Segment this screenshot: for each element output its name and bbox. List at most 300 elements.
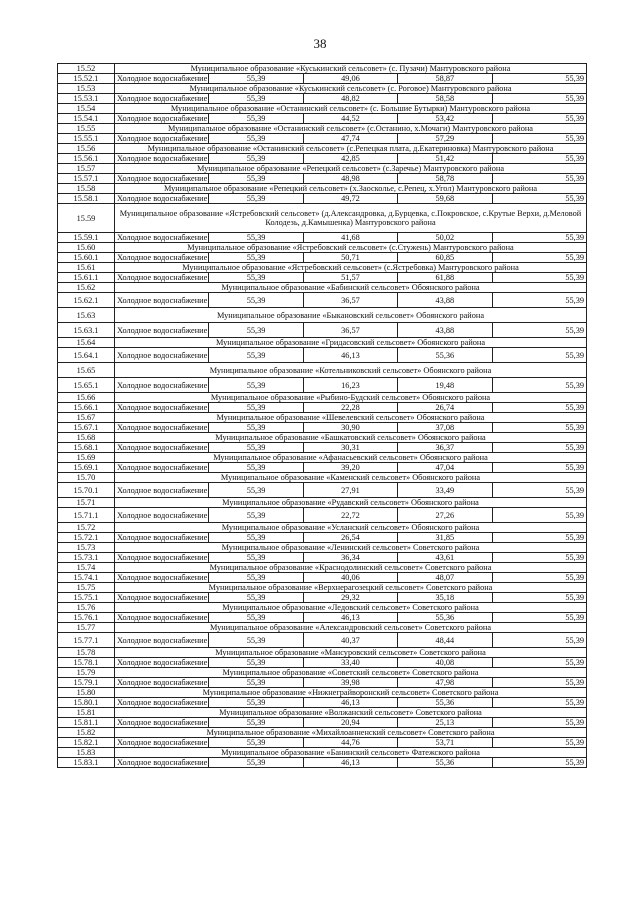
row-code: 15.66: [58, 393, 115, 403]
row-code: 15.83: [58, 748, 115, 758]
value-cell: 55,39: [492, 134, 586, 144]
row-code: 15.61.1: [58, 273, 115, 283]
value-cell: 55,39: [492, 293, 586, 308]
value-cell: 55,39: [209, 758, 303, 768]
service-row: [58, 758, 587, 768]
row-code: 15.67.1: [58, 423, 115, 433]
value-cell: 22,28: [303, 403, 397, 413]
value-cell: 33,49: [398, 483, 492, 498]
municipality-title: Муниципальное образование «Михайлоанненский сельсовет» Советского района: [115, 728, 587, 738]
value-cell: 55,39: [209, 738, 303, 748]
municipality-title: Муниципальное образование «Быкановский сельсовет» Обоянского района: [115, 308, 587, 323]
service-name: Холодное водоснабжение: [115, 348, 209, 363]
municipality-header-row: [58, 308, 587, 323]
value-cell: 55,39: [492, 233, 586, 243]
value-cell: 55,39: [492, 174, 586, 184]
value-cell: 55,39: [492, 114, 586, 124]
value-cell: 55,39: [209, 463, 303, 473]
row-code: 15.73.1: [58, 553, 115, 563]
municipality-header-row: [58, 243, 587, 253]
municipality-header-row: [58, 283, 587, 293]
value-cell: 26,74: [398, 403, 492, 413]
value-cell: 16,23: [303, 378, 397, 393]
value-cell: 55,39: [209, 253, 303, 263]
value-cell: 29,32: [303, 593, 397, 603]
value-cell: 55,39: [492, 508, 586, 523]
value-cell: 55,39: [209, 293, 303, 308]
row-code: 15.82.1: [58, 738, 115, 748]
row-code: 15.71: [58, 498, 115, 508]
municipality-header-row: [58, 144, 587, 154]
value-cell: 19,48: [398, 378, 492, 393]
service-row: [58, 553, 587, 563]
service-row: [58, 443, 587, 453]
row-code: 15.69.1: [58, 463, 115, 473]
service-row: [58, 94, 587, 104]
value-cell: 55,39: [209, 378, 303, 393]
row-code: 15.62: [58, 283, 115, 293]
value-cell: 55,39: [492, 94, 586, 104]
value-cell: 44,76: [303, 738, 397, 748]
value-cell: 55,39: [492, 533, 586, 543]
row-code: 15.75.1: [58, 593, 115, 603]
value-cell: 55,39: [209, 194, 303, 204]
row-code: 15.83.1: [58, 758, 115, 768]
service-row: [58, 233, 587, 243]
value-cell: 43,61: [398, 553, 492, 563]
row-code: 15.59: [58, 204, 115, 233]
value-cell: 55,39: [209, 74, 303, 84]
row-code: 15.68.1: [58, 443, 115, 453]
page-number: 38: [313, 36, 327, 51]
service-row: [58, 718, 587, 728]
value-cell: 36,57: [303, 293, 397, 308]
value-cell: 46,13: [303, 698, 397, 708]
row-code: 15.63.1: [58, 323, 115, 338]
value-cell: 55,36: [398, 698, 492, 708]
municipality-title: Муниципальное образование «Усланский сельсовет» Обоянского района: [115, 523, 587, 533]
service-row: [58, 174, 587, 184]
value-cell: 55,39: [209, 114, 303, 124]
municipality-header-row: [58, 523, 587, 533]
municipality-title: Муниципальное образование «Останинский сельсовет» (с.Репецкая плата, д.Екатериновка) Мантуровского района: [115, 144, 587, 154]
municipality-header-row: [58, 64, 587, 74]
municipality-header-row: [58, 104, 587, 114]
row-code: 15.76: [58, 603, 115, 613]
value-cell: 55,39: [209, 423, 303, 433]
value-cell: 55,39: [492, 678, 586, 688]
value-cell: 47,74: [303, 134, 397, 144]
value-cell: 20,94: [303, 718, 397, 728]
row-code: 15.66.1: [58, 403, 115, 413]
value-cell: 25,13: [398, 718, 492, 728]
row-code: 15.73: [58, 543, 115, 553]
municipality-header-row: [58, 623, 587, 633]
service-row: [58, 738, 587, 748]
municipality-header-row: [58, 338, 587, 348]
service-row: [58, 273, 587, 283]
value-cell: 26,54: [303, 533, 397, 543]
row-code: 15.74.1: [58, 573, 115, 583]
municipality-title: Муниципальное образование «Банинский сельсовет» Фатежского района: [115, 748, 587, 758]
municipality-title: Муниципальное образование «Нижнеграйворонский сельсовет» Советского района: [115, 688, 587, 698]
value-cell: 55,39: [492, 443, 586, 453]
service-name: Холодное водоснабжение: [115, 74, 209, 84]
value-cell: 55,39: [209, 553, 303, 563]
value-cell: 46,13: [303, 758, 397, 768]
tariff-table: [57, 63, 587, 768]
service-name: Холодное водоснабжение: [115, 508, 209, 523]
row-code: 15.58.1: [58, 194, 115, 204]
row-code: 15.68: [58, 433, 115, 443]
municipality-title: Муниципальное образование «Каменский сельсовет» Обоянского района: [115, 473, 587, 483]
row-code: 15.55: [58, 124, 115, 134]
service-row: [58, 253, 587, 263]
municipality-header-row: [58, 433, 587, 443]
row-code: 15.71.1: [58, 508, 115, 523]
row-code: 15.70: [58, 473, 115, 483]
municipality-title: Муниципальное образование «Ледовский сельсовет» Советского района: [115, 603, 587, 613]
value-cell: 55,39: [492, 194, 586, 204]
service-name: Холодное водоснабжение: [115, 114, 209, 124]
municipality-title: Муниципальное образование «Ястребовский сельсовет» (с.Ястребовка) Мантуровского района: [115, 263, 587, 273]
service-row: [58, 533, 587, 543]
service-row: [58, 114, 587, 124]
row-code: 15.65: [58, 363, 115, 378]
row-code: 15.53: [58, 84, 115, 94]
row-code: 15.52: [58, 64, 115, 74]
row-code: 15.70.1: [58, 483, 115, 498]
value-cell: 55,39: [209, 573, 303, 583]
row-code: 15.79.1: [58, 678, 115, 688]
service-name: Холодное водоснабжение: [115, 403, 209, 413]
value-cell: 55,39: [492, 403, 586, 413]
row-code: 15.59.1: [58, 233, 115, 243]
service-name: Холодное водоснабжение: [115, 194, 209, 204]
service-row: [58, 74, 587, 84]
service-name: Холодное водоснабжение: [115, 323, 209, 338]
service-row: [58, 483, 587, 498]
row-code: 15.69: [58, 453, 115, 463]
municipality-header-row: [58, 164, 587, 174]
value-cell: 55,39: [492, 273, 586, 283]
value-cell: 55,39: [209, 443, 303, 453]
municipality-header-row: [58, 498, 587, 508]
service-row: [58, 293, 587, 308]
row-code: 15.64: [58, 338, 115, 348]
service-name: Холодное водоснабжение: [115, 154, 209, 164]
municipality-header-row: [58, 263, 587, 273]
value-cell: 55,39: [492, 378, 586, 393]
value-cell: 51,57: [303, 273, 397, 283]
value-cell: 48,07: [398, 573, 492, 583]
row-code: 15.61: [58, 263, 115, 273]
row-code: 15.81: [58, 708, 115, 718]
value-cell: 41,68: [303, 233, 397, 243]
row-code: 15.78.1: [58, 658, 115, 668]
municipality-title: Муниципальное образование «Верхнерагозецкий сельсовет» Советского района: [115, 583, 587, 593]
service-name: Холодное водоснабжение: [115, 533, 209, 543]
value-cell: 35,18: [398, 593, 492, 603]
value-cell: 27,26: [398, 508, 492, 523]
municipality-header-row: [58, 543, 587, 553]
value-cell: 55,39: [492, 698, 586, 708]
value-cell: 55,39: [492, 463, 586, 473]
value-cell: 58,58: [398, 94, 492, 104]
value-cell: 55,39: [209, 718, 303, 728]
service-name: Холодное водоснабжение: [115, 698, 209, 708]
municipality-title: Муниципальное образование «Афанасьевский сельсовет» Обоянского района: [115, 453, 587, 463]
municipality-title: Муниципальное образование «Волжанский сельсовет» Советского района: [115, 708, 587, 718]
value-cell: 55,39: [492, 553, 586, 563]
municipality-title: Муниципальное образование «Ястребовский сельсовет» (д.Александровка, д.Бурцевка, с.Покровское, с.Крутые Верхи, д.Меловой Колодезь, д.Камышенка) Мантуровского района: [115, 204, 587, 233]
value-cell: 40,06: [303, 573, 397, 583]
value-cell: 58,78: [398, 174, 492, 184]
row-code: 15.75: [58, 583, 115, 593]
municipality-header-row: [58, 413, 587, 423]
value-cell: 55,39: [209, 483, 303, 498]
service-row: [58, 403, 587, 413]
municipality-title: Муниципальное образование «Останинский сельсовет» (с. Большие Бутырки) Мантуровского района: [115, 104, 587, 114]
value-cell: 47,98: [398, 678, 492, 688]
municipality-title: Муниципальное образование «Краснодолинский сельсовет» Советского района: [115, 563, 587, 573]
municipality-title: Муниципальное образование «Рудавский сельсовет» Обоянского района: [115, 498, 587, 508]
value-cell: 39,98: [303, 678, 397, 688]
value-cell: 31,85: [398, 533, 492, 543]
value-cell: 49,72: [303, 194, 397, 204]
service-name: Холодное водоснабжение: [115, 633, 209, 648]
row-code: 15.58: [58, 184, 115, 194]
service-name: Холодное водоснабжение: [115, 593, 209, 603]
service-name: Холодное водоснабжение: [115, 423, 209, 433]
value-cell: 48,82: [303, 94, 397, 104]
service-row: [58, 593, 587, 603]
value-cell: 55,39: [209, 533, 303, 543]
value-cell: 55,39: [209, 233, 303, 243]
service-row: [58, 154, 587, 164]
service-row: [58, 194, 587, 204]
value-cell: 58,87: [398, 74, 492, 84]
service-name: Холодное водоснабжение: [115, 94, 209, 104]
value-cell: 55,36: [398, 348, 492, 363]
value-cell: 37,08: [398, 423, 492, 433]
municipality-header-row: [58, 648, 587, 658]
municipality-header-row: [58, 728, 587, 738]
value-cell: 55,39: [209, 154, 303, 164]
value-cell: 27,91: [303, 483, 397, 498]
row-code: 15.64.1: [58, 348, 115, 363]
value-cell: 55,39: [209, 678, 303, 688]
service-name: Холодное водоснабжение: [115, 678, 209, 688]
municipality-header-row: [58, 363, 587, 378]
value-cell: 55,39: [492, 253, 586, 263]
service-name: Холодное водоснабжение: [115, 134, 209, 144]
value-cell: 47,04: [398, 463, 492, 473]
value-cell: 53,71: [398, 738, 492, 748]
municipality-header-row: [58, 473, 587, 483]
value-cell: 55,39: [492, 633, 586, 648]
value-cell: 60,85: [398, 253, 492, 263]
service-name: Холодное водоснабжение: [115, 613, 209, 623]
value-cell: 55,39: [492, 613, 586, 623]
value-cell: 55,39: [492, 423, 586, 433]
service-name: Холодное водоснабжение: [115, 758, 209, 768]
value-cell: 39,20: [303, 463, 397, 473]
value-cell: 55,39: [209, 698, 303, 708]
service-name: Холодное водоснабжение: [115, 463, 209, 473]
value-cell: 55,39: [492, 758, 586, 768]
service-row: [58, 613, 587, 623]
service-row: [58, 573, 587, 583]
row-code: 15.77.1: [58, 633, 115, 648]
value-cell: 48,44: [398, 633, 492, 648]
value-cell: 22,72: [303, 508, 397, 523]
value-cell: 55,39: [492, 573, 586, 583]
service-name: Холодное водоснабжение: [115, 174, 209, 184]
row-code: 15.78: [58, 648, 115, 658]
service-name: Холодное водоснабжение: [115, 738, 209, 748]
municipality-title: Муниципальное образование «Останинский сельсовет» (с.Останино, х.Мочаги) Мантуровского района: [115, 124, 587, 134]
municipality-header-row: [58, 668, 587, 678]
row-code: 15.63: [58, 308, 115, 323]
value-cell: 55,39: [209, 174, 303, 184]
row-code: 15.54.1: [58, 114, 115, 124]
service-name: Холодное водоснабжение: [115, 443, 209, 453]
service-name: Холодное водоснабжение: [115, 233, 209, 243]
value-cell: 55,39: [492, 323, 586, 338]
row-code: 15.77: [58, 623, 115, 633]
service-name: Холодное водоснабжение: [115, 293, 209, 308]
service-row: [58, 134, 587, 144]
value-cell: 55,39: [209, 348, 303, 363]
municipality-title: Муниципальное образование «Башкатовский сельсовет» Обоянского района: [115, 433, 587, 443]
value-cell: 30,31: [303, 443, 397, 453]
municipality-header-row: [58, 583, 587, 593]
value-cell: 55,39: [492, 718, 586, 728]
row-code: 15.53.1: [58, 94, 115, 104]
value-cell: 55,39: [209, 134, 303, 144]
value-cell: 49,06: [303, 74, 397, 84]
value-cell: 42,85: [303, 154, 397, 164]
value-cell: 46,13: [303, 348, 397, 363]
row-code: 15.65.1: [58, 378, 115, 393]
row-code: 15.57.1: [58, 174, 115, 184]
row-code: 15.57: [58, 164, 115, 174]
row-code: 15.82: [58, 728, 115, 738]
value-cell: 55,39: [492, 483, 586, 498]
municipality-title: Муниципальное образование «Советский сельсовет» Советского района: [115, 668, 587, 678]
value-cell: 55,39: [492, 74, 586, 84]
value-cell: 55,36: [398, 613, 492, 623]
row-code: 15.56: [58, 144, 115, 154]
municipality-header-row: [58, 393, 587, 403]
value-cell: 61,88: [398, 273, 492, 283]
service-row: [58, 678, 587, 688]
value-cell: 55,39: [492, 154, 586, 164]
value-cell: 55,39: [492, 738, 586, 748]
row-code: 15.72: [58, 523, 115, 533]
row-code: 15.52.1: [58, 74, 115, 84]
row-code: 15.74: [58, 563, 115, 573]
municipality-header-row: [58, 688, 587, 698]
value-cell: 57,29: [398, 134, 492, 144]
service-row: [58, 698, 587, 708]
service-row: [58, 633, 587, 648]
municipality-title: Муниципальное образование «Репецкий сельсовет» (с.Заречье) Мантуровского района: [115, 164, 587, 174]
value-cell: 55,39: [209, 633, 303, 648]
municipality-header-row: [58, 84, 587, 94]
value-cell: 43,88: [398, 293, 492, 308]
municipality-header-row: [58, 124, 587, 134]
value-cell: 48,98: [303, 174, 397, 184]
service-row: [58, 463, 587, 473]
service-row: [58, 423, 587, 433]
row-code: 15.81.1: [58, 718, 115, 728]
value-cell: 55,39: [209, 273, 303, 283]
municipality-title: Муниципальное образование «Гридасовский сельсовет» Обоянского района: [115, 338, 587, 348]
value-cell: 59,68: [398, 194, 492, 204]
service-name: Холодное водоснабжение: [115, 483, 209, 498]
municipality-header-row: [58, 708, 587, 718]
value-cell: 50,71: [303, 253, 397, 263]
value-cell: 55,39: [209, 94, 303, 104]
row-code: 15.67: [58, 413, 115, 423]
service-row: [58, 658, 587, 668]
value-cell: 55,36: [398, 758, 492, 768]
service-name: Холодное водоснабжение: [115, 658, 209, 668]
municipality-header-row: [58, 603, 587, 613]
service-name: Холодное водоснабжение: [115, 553, 209, 563]
row-code: 15.62.1: [58, 293, 115, 308]
municipality-title: Муниципальное образование «Шевелевский сельсовет» Обоянского района: [115, 413, 587, 423]
service-name: Холодное водоснабжение: [115, 253, 209, 263]
municipality-title: Муниципальное образование «Александровский сельсовет» Советского района: [115, 623, 587, 633]
row-code: 15.60: [58, 243, 115, 253]
row-code: 15.76.1: [58, 613, 115, 623]
municipality-title: Муниципальное образование «Ястребовский сельсовет» (с.Стужень) Мантуровского района: [115, 243, 587, 253]
service-name: Холодное водоснабжение: [115, 573, 209, 583]
value-cell: 36,57: [303, 323, 397, 338]
value-cell: 53,42: [398, 114, 492, 124]
service-row: [58, 323, 587, 338]
value-cell: 46,13: [303, 613, 397, 623]
row-code: 15.79: [58, 668, 115, 678]
row-code: 15.80: [58, 688, 115, 698]
value-cell: 36,37: [398, 443, 492, 453]
municipality-title: Муниципальное образование «Рыбино-Будский сельсовет» Обоянского района: [115, 393, 587, 403]
value-cell: 55,39: [209, 508, 303, 523]
row-code: 15.55.1: [58, 134, 115, 144]
value-cell: 40,37: [303, 633, 397, 648]
municipality-title: Муниципальное образование «Куськинский сельсовет» (с. Пузачи) Мантуровского района: [115, 64, 587, 74]
municipality-header-row: [58, 204, 587, 233]
municipality-title: Муниципальное образование «Ленинский сельсовет» Советского района: [115, 543, 587, 553]
service-row: [58, 348, 587, 363]
value-cell: 55,39: [492, 658, 586, 668]
value-cell: 55,39: [209, 323, 303, 338]
value-cell: 55,39: [209, 403, 303, 413]
value-cell: 55,39: [209, 658, 303, 668]
service-row: [58, 378, 587, 393]
service-name: Холодное водоснабжение: [115, 718, 209, 728]
service-name: Холодное водоснабжение: [115, 273, 209, 283]
row-code: 15.72.1: [58, 533, 115, 543]
row-code: 15.60.1: [58, 253, 115, 263]
value-cell: 55,39: [492, 593, 586, 603]
municipality-title: Муниципальное образование «Бабинский сельсовет» Обоянского района: [115, 283, 587, 293]
municipality-title: Муниципальное образование «Мансуровский сельсовет» Советского района: [115, 648, 587, 658]
value-cell: 43,88: [398, 323, 492, 338]
